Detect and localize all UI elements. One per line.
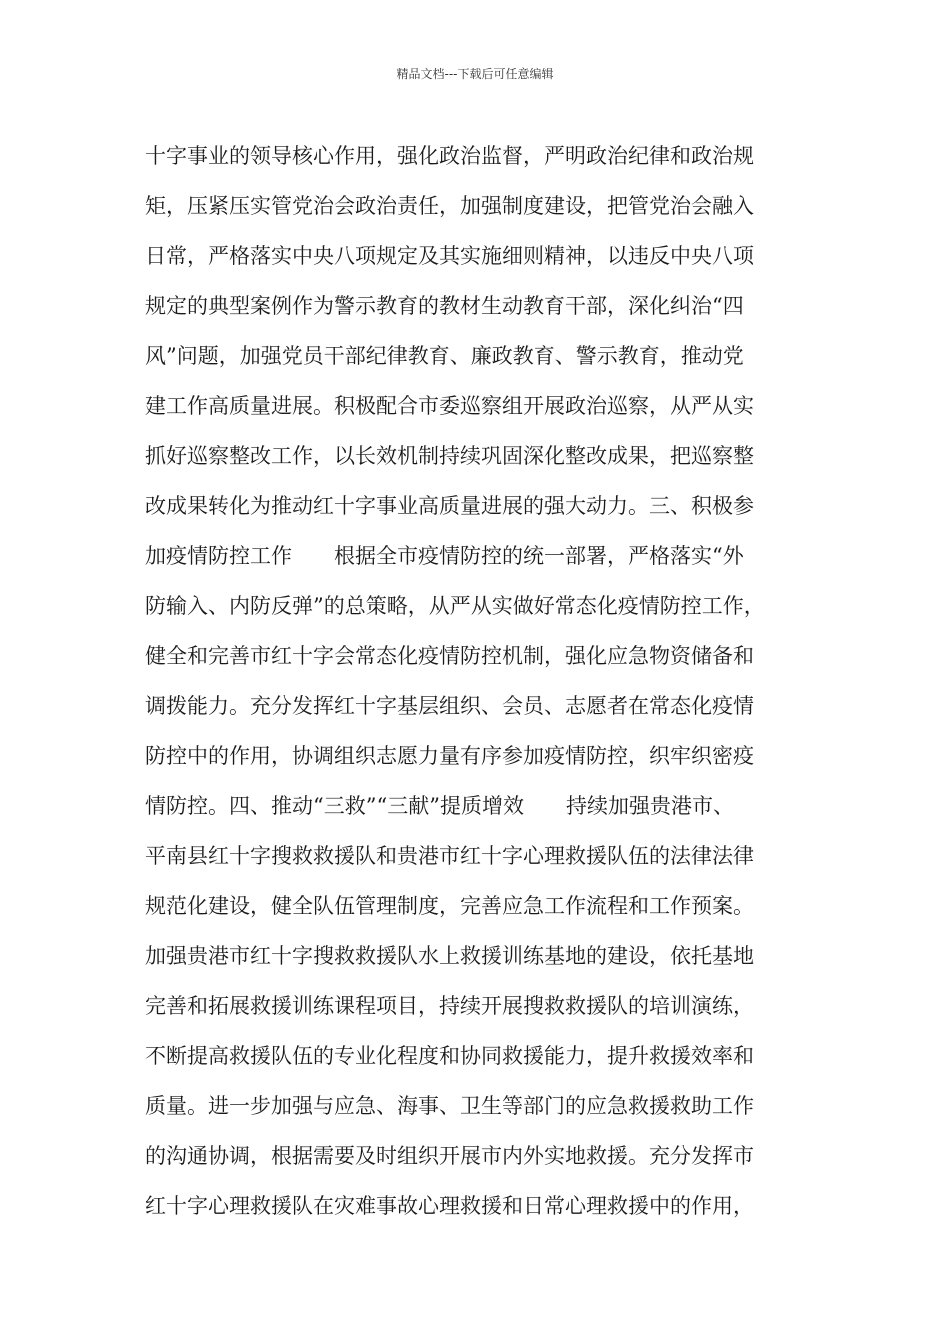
- text-line: 日常，严格落实中央八项规定及其实施细则精神，以违反中央八项: [145, 244, 754, 268]
- text-line: 完善和拓展救援训练课程项目，持续开展搜救救援队的培训演练，: [145, 994, 754, 1018]
- text-line: 红十字心理救援队在灾难事故心理救援和日常心理救援中的作用，: [145, 1194, 754, 1218]
- text-line: 规定的典型案例作为警示教育的教材生动教育干部，深化纠治“四: [145, 294, 744, 318]
- text-line: 加疫情防控工作 根据全市疫情防控的统一部署，严格落实“外: [145, 544, 744, 568]
- text-line: 改成果转化为推动红十字事业高质量进展的强大动力。三、积极参: [145, 494, 754, 518]
- text-line: 情防控。四、推动“三救”“三献”提质增效 持续加强贵港市、: [145, 794, 734, 818]
- text-line: 抓好巡察整改工作，以长效机制持续巩固深化整改成果，把巡察整: [145, 444, 754, 468]
- text-line: 建工作高质量进展。积极配合市委巡察组开展政治巡察，从严从实: [145, 394, 754, 418]
- body-text: [145, 131, 825, 1231]
- text-line: 平南县红十字搜救救援队和贵港市红十字心理救援队伍的法律法律: [145, 844, 754, 868]
- text-line: 十字事业的领导核心作用，强化政治监督，严明政治纪律和政治规: [145, 144, 754, 168]
- text-line: 不断提高救援队伍的专业化程度和协同救援能力，提升救援效率和: [145, 1044, 754, 1068]
- page-header: 精品文档---下载后可任意编辑: [396, 67, 554, 81]
- text-line: 规范化建设，健全队伍管理制度，完善应急工作流程和工作预案。: [145, 894, 754, 918]
- text-line: 防控中的作用，协调组织志愿力量有序参加疫情防控，织牢织密疫: [145, 744, 754, 768]
- text-line: 调拨能力。充分发挥红十字基层组织、会员、志愿者在常态化疫情: [145, 694, 754, 718]
- text-line: 的沟通协调，根据需要及时组织开展市内外实地救援。充分发挥市: [145, 1144, 754, 1168]
- text-line: 加强贵港市红十字搜救救援队水上救援训练基地的建设，依托基地: [145, 944, 754, 968]
- text-line: 防输入、内防反弹”的总策略，从严从实做好常态化疫情防控工作，: [145, 594, 765, 618]
- text-line: 健全和完善市红十字会常态化疫情防控机制，强化应急物资储备和: [145, 644, 754, 668]
- text-line: 质量。进一步加强与应急、海事、卫生等部门的应急救援救助工作: [145, 1094, 754, 1118]
- text-line: 风”问题，加强党员干部纪律教育、廉政教育、警示教育，推动党: [145, 344, 744, 368]
- text-line: 矩，压紧压实管党治会政治责任，加强制度建设，把管党治会融入: [145, 194, 754, 218]
